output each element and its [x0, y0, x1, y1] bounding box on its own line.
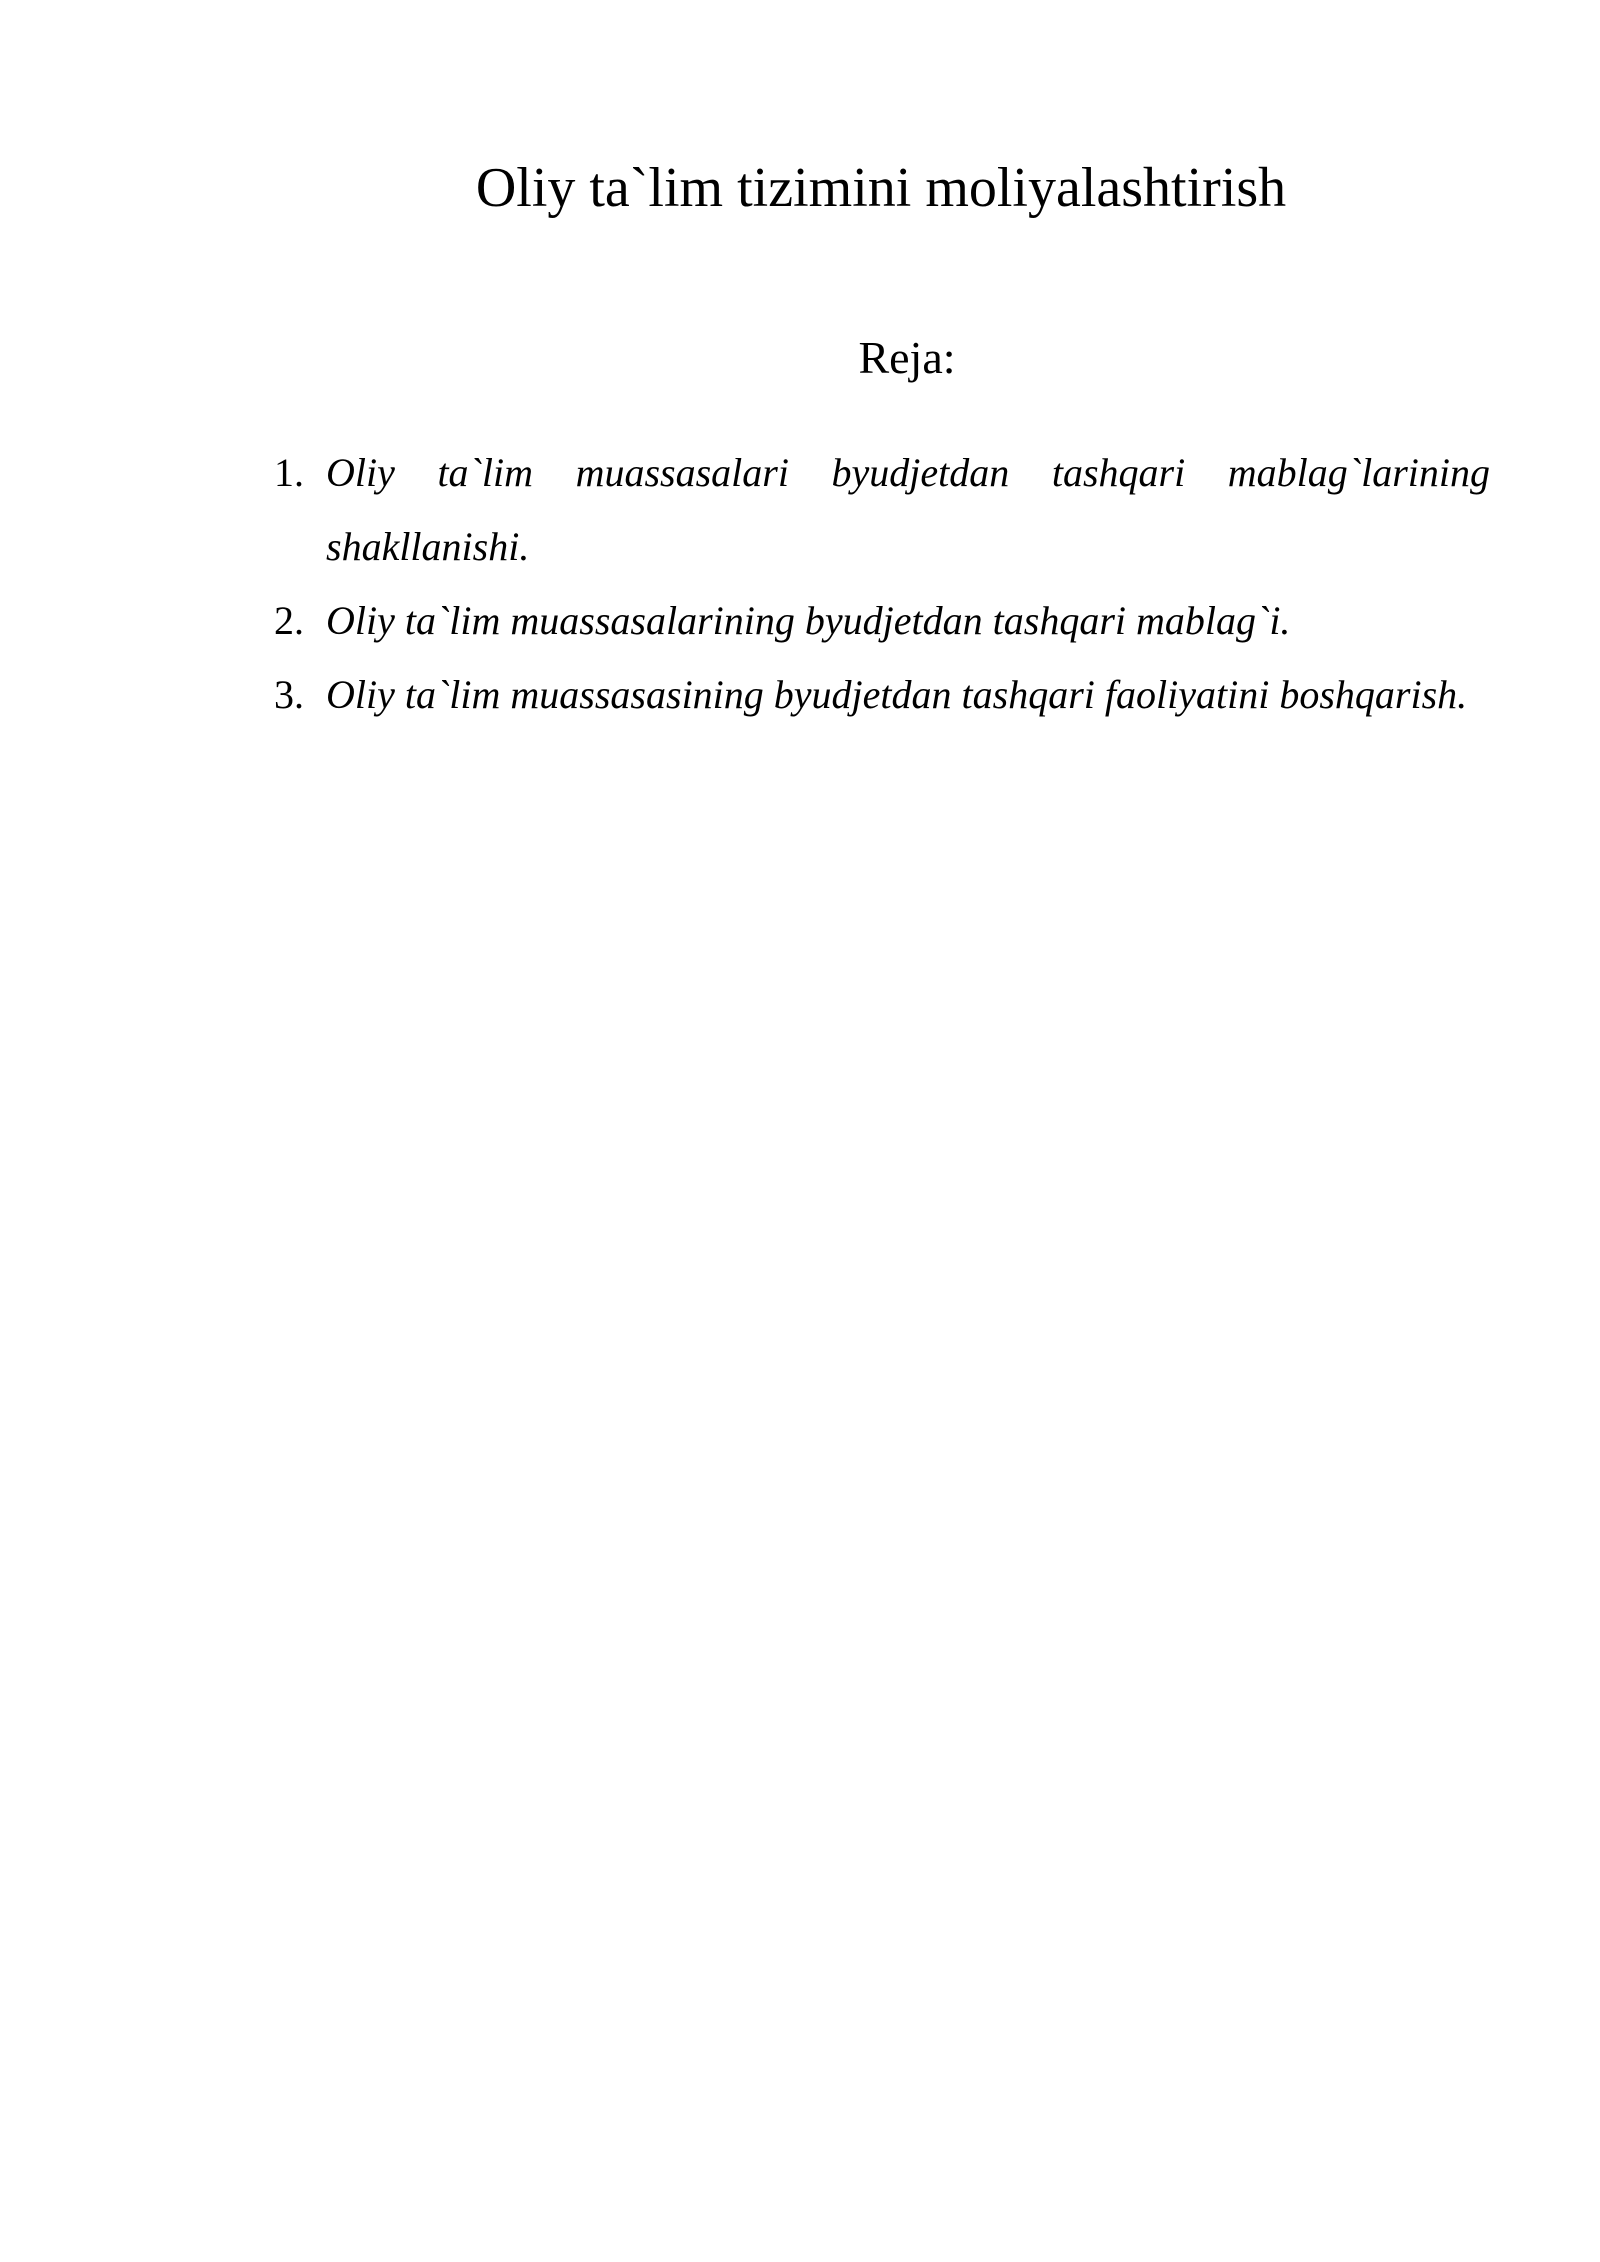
plan-heading: Reja:: [858, 332, 956, 383]
plan-item: [274, 436, 1490, 584]
plan-item-number: 2.: [274, 598, 304, 643]
plan-item-number: 3.: [274, 672, 304, 717]
plan-item-number: 1.: [274, 450, 304, 495]
document-title: Oliy ta`lim tizimini moliyalashtirish: [475, 157, 1287, 219]
plan-item: [274, 658, 1490, 732]
plan-item-text: Oliy ta`lim muassasalarining byudjetdan tashqari mablag`i.: [326, 598, 1291, 643]
plan-list: [274, 436, 1490, 732]
plan-item-text: Oliy ta`lim muassasasining byudjetdan tashqari faoliyatini boshqarish.: [326, 672, 1468, 717]
plan-item: [274, 584, 1490, 658]
plan-item-text: Oliy ta`lim muassasalari byudjetdan tashqari mablag`larining shakllanishi.: [326, 450, 1490, 569]
